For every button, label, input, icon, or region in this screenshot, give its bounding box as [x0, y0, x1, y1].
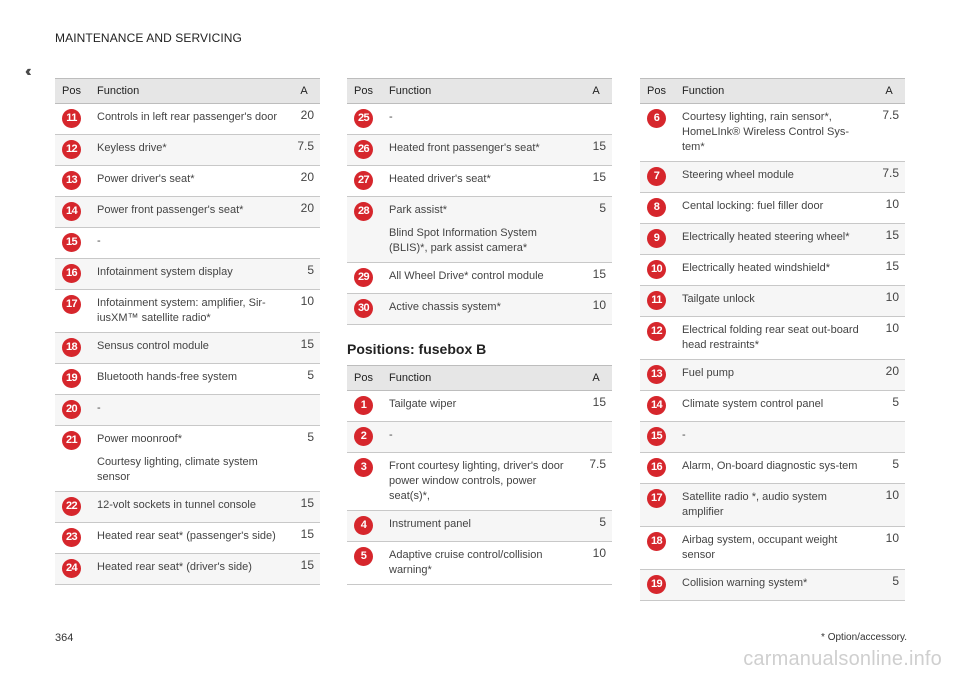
amp-cell: 5: [307, 263, 314, 277]
position-number-badge: 14: [647, 396, 666, 415]
function-text: -: [97, 402, 101, 414]
table-row: [347, 453, 612, 511]
header-pos: Pos: [354, 85, 373, 97]
amp-cell: 5: [892, 574, 899, 588]
table-row: [55, 333, 320, 364]
pos-cell: [55, 523, 93, 554]
function-cell: [93, 166, 290, 197]
function-text: -: [389, 429, 393, 441]
table-row: [55, 395, 320, 426]
table-row: [640, 422, 905, 453]
function-text: All Wheel Drive* control module: [389, 270, 544, 282]
position-number-badge: 21: [62, 431, 81, 450]
pos-cell: [640, 453, 678, 484]
function-text: Airbag system, occupant weight sensor: [682, 534, 838, 561]
section-heading-fusebox-b: Positions: fusebox B: [347, 341, 487, 357]
position-number-badge: 12: [62, 140, 81, 159]
pos-cell: [640, 570, 678, 601]
amp-cell: 15: [592, 395, 606, 409]
function-cell: [678, 391, 875, 422]
function-cell: [93, 104, 290, 135]
position-number-badge: 16: [647, 458, 666, 477]
position-number-badge: 8: [647, 198, 666, 217]
function-cell: [678, 570, 875, 601]
function-text: Active chassis system*: [389, 301, 501, 313]
function-text: Alarm, On-board diagnostic sys-tem: [682, 460, 858, 472]
amp-cell: 10: [592, 298, 606, 312]
position-number-badge: 18: [647, 532, 666, 551]
function-cell: [678, 527, 875, 570]
position-number-badge: 4: [354, 516, 373, 535]
function-cell: [678, 484, 875, 527]
amp-cell: 20: [300, 108, 314, 122]
function-text: Heated front passenger's seat*: [389, 142, 540, 154]
function-text-secondary: Blind Spot Information System (BLIS)*, park assist camera*: [389, 227, 537, 254]
function-cell: [385, 542, 582, 585]
position-number-badge: 11: [647, 291, 666, 310]
pos-cell: [55, 333, 93, 364]
amp-cell: [290, 228, 320, 259]
footnote-option-accessory: * Option/accessory.: [821, 632, 907, 643]
function-cell: [93, 492, 290, 523]
function-text: Steering wheel module: [682, 169, 794, 181]
position-number-badge: 13: [62, 171, 81, 190]
function-text: Collision warning system*: [682, 577, 808, 589]
pos-cell: [640, 527, 678, 570]
function-text: Satellite radio *, audio system amplifier: [682, 491, 827, 518]
table-row: [347, 104, 612, 135]
function-text: Heated rear seat* (passenger's side): [97, 530, 276, 542]
pos-cell: [55, 259, 93, 290]
function-cell: [678, 317, 875, 360]
function-text: Front courtesy lighting, driver's door power window controls, power seat(s)*,: [389, 460, 564, 502]
function-cell: [678, 360, 875, 391]
amp-cell: 5: [307, 430, 314, 444]
pos-cell: [55, 364, 93, 395]
function-cell: [385, 453, 582, 511]
table-header-row: [347, 79, 612, 104]
position-number-badge: 17: [62, 295, 81, 314]
pos-cell: [347, 422, 385, 453]
function-text: Power front passenger's seat*: [97, 204, 244, 216]
amp-cell: 5: [892, 395, 899, 409]
table-row: [640, 255, 905, 286]
table-body: [640, 104, 905, 601]
position-number-badge: 19: [647, 575, 666, 594]
amp-cell: [290, 395, 320, 426]
amp-cell: 15: [300, 558, 314, 572]
position-number-badge: 15: [62, 233, 81, 252]
header-amp: A: [885, 85, 893, 97]
pos-cell: [347, 197, 385, 263]
table-row: [347, 263, 612, 294]
amp-cell: 15: [300, 337, 314, 351]
table-row: [55, 523, 320, 554]
column-2: [347, 78, 612, 585]
position-number-badge: 30: [354, 299, 373, 318]
table-row: [347, 294, 612, 325]
amp-cell: 5: [307, 368, 314, 382]
table-row: [640, 193, 905, 224]
column-3: [640, 78, 905, 601]
header-function: Function: [389, 85, 432, 97]
pos-cell: [640, 193, 678, 224]
function-text-secondary: Courtesy lighting, climate system sensor: [97, 456, 258, 483]
table-row: [347, 166, 612, 197]
pos-cell: [640, 422, 678, 453]
header-amp: A: [300, 85, 308, 97]
fusebox-b-table-part1: [347, 365, 612, 585]
position-number-badge: 7: [647, 167, 666, 186]
function-cell: [385, 263, 582, 294]
amp-cell: 15: [592, 170, 606, 184]
function-text: Park assist*: [389, 204, 448, 216]
fusebox-a-table-part1: [55, 78, 320, 585]
function-text: 12-volt sockets in tunnel console: [97, 499, 256, 511]
function-text: Sensus control module: [97, 340, 209, 352]
amp-cell: 7.5: [589, 457, 606, 471]
table-row: [55, 554, 320, 585]
table-row: [55, 135, 320, 166]
function-text: Infotainment system: amplifier, Sir-iusXM™ satellite radio*: [97, 297, 266, 324]
position-number-badge: 17: [647, 489, 666, 508]
position-number-badge: 29: [354, 268, 373, 287]
pos-cell: [55, 395, 93, 426]
page-number: 364: [55, 632, 74, 644]
amp-cell: 10: [300, 294, 314, 308]
pos-cell: [347, 294, 385, 325]
table-row: [640, 104, 905, 162]
function-text: Electrically heated steering wheel*: [682, 231, 850, 243]
amp-cell: 20: [885, 364, 899, 378]
table-row: [55, 197, 320, 228]
amp-cell: 10: [885, 290, 899, 304]
function-cell: [385, 294, 582, 325]
table-row: [347, 197, 612, 263]
table-row: [55, 426, 320, 492]
function-text: Fuel pump: [682, 367, 734, 379]
function-text: Tailgate wiper: [389, 398, 457, 410]
pos-cell: [640, 484, 678, 527]
pos-cell: [347, 511, 385, 542]
function-text: Cental locking: fuel filler door: [682, 200, 824, 212]
amp-cell: 10: [885, 488, 899, 502]
function-cell: [385, 422, 582, 453]
amp-cell: 20: [300, 170, 314, 184]
function-text: Heated rear seat* (driver's side): [97, 561, 252, 573]
pos-cell: [347, 453, 385, 511]
amp-cell: 15: [592, 267, 606, 281]
position-number-badge: 14: [62, 202, 81, 221]
position-number-badge: 18: [62, 338, 81, 357]
function-cell: [678, 224, 875, 255]
table-row: [347, 542, 612, 585]
function-cell: [385, 197, 582, 263]
table-row: [640, 224, 905, 255]
function-cell: [678, 286, 875, 317]
amp-cell: 10: [885, 531, 899, 545]
position-number-badge: 10: [647, 260, 666, 279]
position-number-badge: 25: [354, 109, 373, 128]
amp-cell: 10: [592, 546, 606, 560]
function-cell: [93, 228, 290, 259]
table-row: [640, 453, 905, 484]
pos-cell: [347, 104, 385, 135]
pos-cell: [640, 162, 678, 193]
function-text: Power driver's seat*: [97, 173, 195, 185]
table-row: [640, 360, 905, 391]
header-function: Function: [682, 85, 725, 97]
position-number-badge: 24: [62, 559, 81, 578]
function-text: Heated driver's seat*: [389, 173, 491, 185]
function-text: Adaptive cruise control/collision warning*: [389, 549, 543, 576]
header-pos: Pos: [647, 85, 666, 97]
header-amp: A: [592, 85, 600, 97]
function-cell: [93, 259, 290, 290]
function-cell: [385, 166, 582, 197]
function-cell: [678, 422, 875, 453]
function-cell: [93, 333, 290, 364]
function-cell: [93, 426, 290, 492]
position-number-badge: 16: [62, 264, 81, 283]
position-number-badge: 9: [647, 229, 666, 248]
pos-cell: [640, 360, 678, 391]
table-header-row: [55, 79, 320, 104]
position-number-badge: 20: [62, 400, 81, 419]
table-row: [55, 228, 320, 259]
pos-cell: [55, 492, 93, 523]
pos-cell: [55, 426, 93, 492]
amp-cell: 5: [599, 515, 606, 529]
table-row: [55, 290, 320, 333]
table-row: [55, 259, 320, 290]
function-cell: [678, 255, 875, 286]
function-text: Keyless drive*: [97, 142, 167, 154]
function-cell: [385, 104, 582, 135]
table-header-row: [640, 79, 905, 104]
table-row: [640, 484, 905, 527]
pos-cell: [55, 554, 93, 585]
function-text: Climate system control panel: [682, 398, 824, 410]
amp-cell: 7.5: [297, 139, 314, 153]
fusebox-a-table-part2: [347, 78, 612, 325]
table-row: [640, 527, 905, 570]
amp-cell: 20: [300, 201, 314, 215]
position-number-badge: 12: [647, 322, 666, 341]
function-text: Controls in left rear passenger's door: [97, 111, 278, 123]
pos-cell: [640, 317, 678, 360]
position-number-badge: 22: [62, 497, 81, 516]
position-number-badge: 6: [647, 109, 666, 128]
function-text: Electrical folding rear seat out-board head restraints*: [682, 324, 859, 351]
function-cell: [93, 197, 290, 228]
table-row: [55, 364, 320, 395]
function-cell: [93, 290, 290, 333]
function-cell: [93, 523, 290, 554]
pos-cell: [640, 391, 678, 422]
function-text: Bluetooth hands-free system: [97, 371, 238, 383]
pos-cell: [55, 135, 93, 166]
table-row: [55, 166, 320, 197]
table-row: [347, 391, 612, 422]
table-row: [640, 317, 905, 360]
position-number-badge: 1: [354, 396, 373, 415]
function-text: Electrically heated windshield*: [682, 262, 830, 274]
position-number-badge: 23: [62, 528, 81, 547]
position-number-badge: 27: [354, 171, 373, 190]
header-function: Function: [389, 372, 432, 384]
function-text: Courtesy lighting, rain sensor*, HomeLInk® Wireless Control Sys-tem*: [682, 111, 850, 153]
amp-cell: [875, 422, 905, 453]
function-text: -: [97, 235, 101, 247]
header-amp: A: [592, 372, 600, 384]
position-number-badge: 19: [62, 369, 81, 388]
amp-cell: [582, 104, 612, 135]
position-number-badge: 11: [62, 109, 81, 128]
amp-cell: 7.5: [882, 166, 899, 180]
amp-cell: 5: [599, 201, 606, 215]
table-row: [55, 104, 320, 135]
function-text: -: [682, 429, 686, 441]
pos-cell: [347, 135, 385, 166]
table-body: [55, 104, 320, 585]
amp-cell: 5: [892, 457, 899, 471]
amp-cell: 15: [592, 139, 606, 153]
amp-cell: 15: [300, 527, 314, 541]
header-function: Function: [97, 85, 140, 97]
function-text: Infotainment system display: [97, 266, 233, 278]
amp-cell: 15: [300, 496, 314, 510]
table-row: [55, 492, 320, 523]
amp-cell: 15: [885, 228, 899, 242]
table-row: [347, 422, 612, 453]
pos-cell: [347, 542, 385, 585]
back-chevron-icon[interactable]: ‹‹: [25, 63, 28, 80]
header-pos: Pos: [62, 85, 81, 97]
function-cell: [678, 104, 875, 162]
pos-cell: [55, 197, 93, 228]
function-cell: [93, 395, 290, 426]
function-cell: [678, 453, 875, 484]
pos-cell: [640, 255, 678, 286]
header-pos: Pos: [354, 372, 373, 384]
function-text: Power moonroof*: [97, 433, 182, 445]
function-cell: [93, 364, 290, 395]
function-cell: [678, 162, 875, 193]
amp-cell: 15: [885, 259, 899, 273]
position-number-badge: 3: [354, 458, 373, 477]
position-number-badge: 26: [354, 140, 373, 159]
column-1: [55, 78, 320, 585]
position-number-badge: 13: [647, 365, 666, 384]
function-cell: [385, 135, 582, 166]
table-row: [640, 391, 905, 422]
pos-cell: [640, 104, 678, 162]
function-cell: [93, 554, 290, 585]
table-header-row: [347, 366, 612, 391]
pos-cell: [347, 166, 385, 197]
table-row: [640, 570, 905, 601]
position-number-badge: 15: [647, 427, 666, 446]
function-cell: [93, 135, 290, 166]
amp-cell: [582, 422, 612, 453]
running-head: MAINTENANCE AND SERVICING: [55, 31, 242, 45]
function-cell: [385, 391, 582, 422]
pos-cell: [347, 391, 385, 422]
function-cell: [678, 193, 875, 224]
function-text: Instrument panel: [389, 518, 471, 530]
fusebox-b-table-part2: [640, 78, 905, 601]
amp-cell: 10: [885, 321, 899, 335]
pos-cell: [55, 290, 93, 333]
amp-cell: 7.5: [882, 108, 899, 122]
function-cell: [385, 511, 582, 542]
pos-cell: [347, 263, 385, 294]
pos-cell: [55, 228, 93, 259]
position-number-badge: 5: [354, 547, 373, 566]
table-body: [347, 391, 612, 585]
pos-cell: [55, 104, 93, 135]
pos-cell: [640, 224, 678, 255]
watermark: carmanualsonline.info: [743, 648, 942, 670]
table-row: [640, 286, 905, 317]
table-row: [347, 511, 612, 542]
position-number-badge: 2: [354, 427, 373, 446]
table-row: [347, 135, 612, 166]
pos-cell: [640, 286, 678, 317]
position-number-badge: 28: [354, 202, 373, 221]
amp-cell: 10: [885, 197, 899, 211]
function-text: Tailgate unlock: [682, 293, 755, 305]
table-row: [640, 162, 905, 193]
function-text: -: [389, 111, 393, 123]
table-body: [347, 104, 612, 325]
pos-cell: [55, 166, 93, 197]
